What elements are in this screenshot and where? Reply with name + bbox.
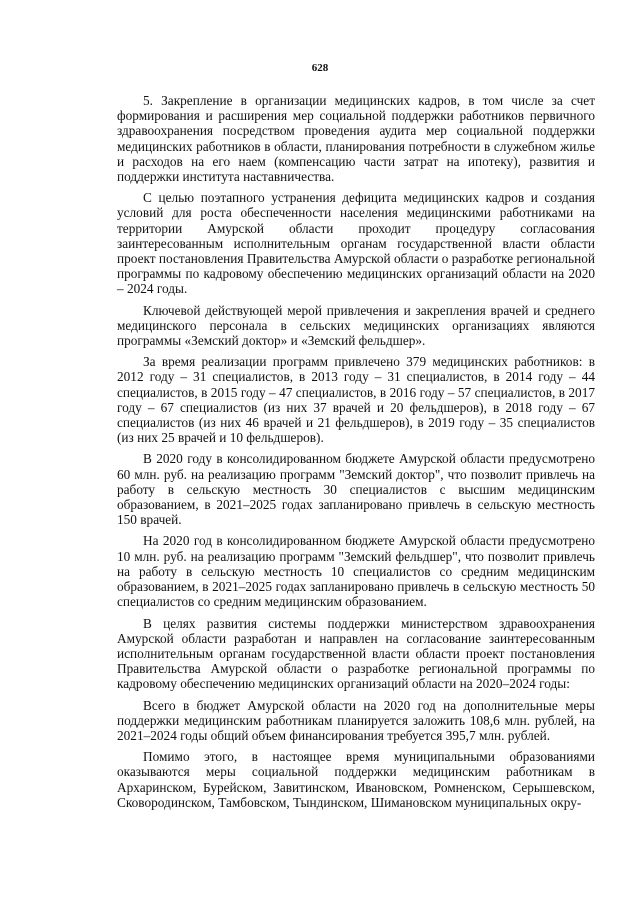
paragraph-9: Помимо этого, в настоящее время муниципальными образованиями оказываются меры социальной поддержки медицинским работникам в Архаринском, Бурейском, Завитинском, Ивановском, Ромненском, Серышевском, Сковородинском, Тамбовском, Тындинском, Шимановском муниципальных окру- [117,749,595,810]
paragraph-3: Ключевой действующей мерой привлечения и закрепления врачей и среднего медицинского персонала в сельских медицинских организациях являются программы «Земский доктор» и «Земский фельдшер». [117,302,595,349]
paragraph-2: С целью поэтапного устранения дефицита медицинских кадров и создания условий для роста обеспеченности населения медицинскими работниками на территории Амурской области проходит процедуру согласования заинтересованным исполнительным органам государственной власти области проект постановления Правительства Амурской области о разработке региональной программы по кадровому обеспечению медицинских организаций области на 2020 – 2024 годы. [117,190,595,297]
page-number: 628 [311,62,329,74]
document-body [117,93,595,816]
paragraph-5: В 2020 году в консолидированном бюджете Амурской области предусмотрено 60 млн. руб. на реализацию программ "Земский доктор", что позволит привлечь на работу в сельскую местность 30 специалистов с высшим медицинским образованием, в 2021–2025 годах запланировано привлечь в сельскую местность 150 врачей. [117,451,595,528]
paragraph-6: На 2020 год в консолидированном бюджете Амурской области предусмотрено 10 млн. руб. на реализацию программ "Земский фельдшер", что позволит привлечь на работу в сельскую местность 10 специалистов со средним медицинским образованием, в 2021–2025 годах запланировано привлечь в сельскую местность 50 специалистов со средним медицинским образованием. [117,533,595,610]
paragraph-7: В целях развития системы поддержки министерством здравоохранения Амурской области разработан и направлен на согласование заинтересованным исполнительным органам государственной власти области проект постановления Правительства Амурской области о разработке региональной программы по кадровому обеспечению медицинских организаций области на 2020–2024 годы: [117,615,595,692]
paragraph-4: За время реализации программ привлечено 379 медицинских работников: в 2012 году – 31 специалистов, в 2013 году – 31 специалистов, в 2014 году – 44 специалистов, в 2015 году – 47 специалистов, в 2016 году – 57 специалистов, в 2017 году – 67 специалистов (из них 37 врачей и 20 фельдшеров), в 2018 году – 67 специалистов (из них 46 врачей и 21 фельдшеров), в 2019 году – 35 специалистов (из них 25 врачей и 10 фельдшеров). [117,354,595,446]
paragraph-1: 5. Закрепление в организации медицинских кадров, в том числе за счет формирования и расширения мер социальной поддержки работников первичного здравоохранения посредством проведения аудита мер социальной поддержки медицинских работников в области, планирования потребности в служебном жилье и расходов на его наем (компенсацию части затрат на ипотеку), развития и поддержки института наставничества. [117,93,595,185]
paragraph-8: Всего в бюджет Амурской области на 2020 год на дополнительные меры поддержки медицинским работникам планируется заложить 108,6 млн. рублей, на 2021–2024 годы общий объем финансирования требуется 395,7 млн. рублей. [117,697,595,743]
